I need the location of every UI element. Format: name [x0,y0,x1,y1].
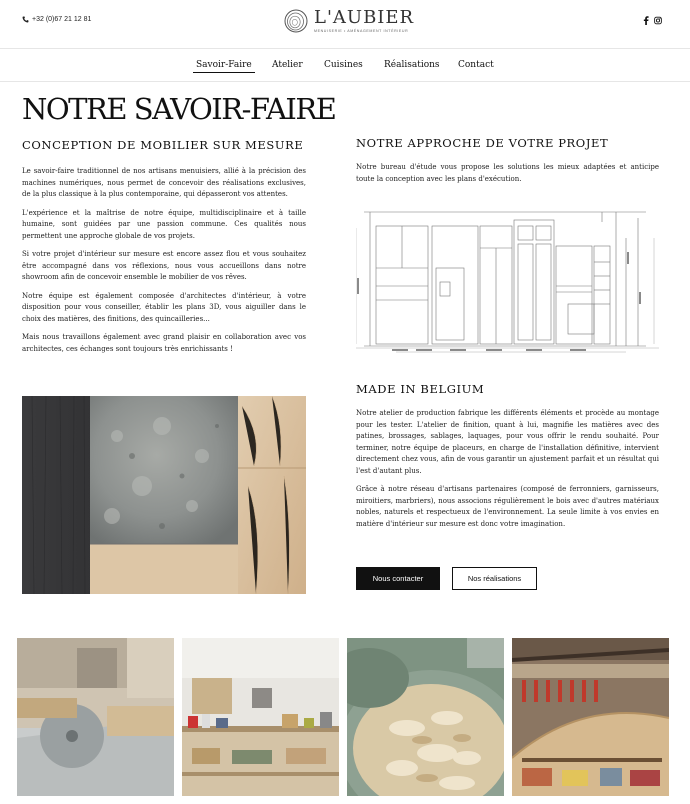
main-nav [0,48,690,82]
realisations-button[interactable]: Nos réalisations [452,567,537,590]
left-paragraph: Le savoir-faire traditionnel de nos artisans menuisiers, allié à la précision des machines numériques, nous permet de concevoir des réalisations exclusives, de la plus classique à la plus contemporaine, qui dépasseront vos attentes. [22,167,306,198]
material-samples-image [22,396,306,594]
left-heading: CONCEPTION DE MOBILIER SUR MESURE [22,138,304,152]
approach-heading: NOTRE APPROCHE DE VOTRE PROJET [356,136,609,150]
facebook-icon[interactable] [642,16,650,25]
workshop-gallery [17,638,669,796]
nav-cuisines[interactable]: Cuisines [324,60,363,70]
nav-atelier[interactable]: Atelier [272,60,303,70]
left-paragraph: Notre équipe est également composée d'architectes d'intérieur, à votre disposition pour vous conseiller, établir les plans 3D, vous aiguiller dans le choix des matières, des finitions, des quincailleries... [22,291,306,323]
top-bar [0,0,690,48]
nav-contact[interactable]: Contact [458,60,494,70]
instagram-icon[interactable] [654,16,662,25]
tree-ring-logo-icon [284,9,308,33]
belgium-heading: MADE IN BELGIUM [356,382,485,396]
phone-icon [22,16,29,23]
left-paragraph: L'expérience et la maîtrise de notre équipe, multidisciplinaire et à taille humaine, sont guidées par une passion commune. Ces qualités nous permettent une approche globale de vos projets. [22,208,306,240]
nav-savoir-faire[interactable]: Savoir-Faire [196,60,252,70]
gallery-photo-workshop[interactable] [182,638,339,796]
approach-text [356,162,659,192]
left-paragraph: Si votre projet d'intérieur sur mesure est encore assez flou et vous souhaitez être accompagné dans vos réflexions, nous vous accueillons dans notre showroom afin de concevoir ensemble le mobilier de vos rêves. [22,250,306,281]
left-text [22,166,306,362]
logo-tagline: MENUISERIE • AMÉNAGEMENT INTÉRIEUR [314,29,409,33]
nav-realisations[interactable]: Réalisations [384,60,440,70]
belgium-text [356,408,659,537]
approach-paragraph: Notre bureau d'étude vous propose les solutions les mieux adaptées et anticipe toute la conception avec les plans d'exécution. [356,163,659,183]
social-links [642,16,662,25]
gallery-photo-clamps[interactable] [512,638,669,796]
belgium-paragraph: Grâce à notre réseau d'artisans partenaires (composé de ferronniers, garnisseurs, miroitiers, marbriers), nous associons régulièrement le bois avec d'autres matériaux nobles, naturels et respectueux de l'environnement. La seule limite à vos envies en matière d'intérieur sur mesure est donc votre imagination. [356,485,659,528]
phone-number[interactable]: +32 (0)67 21 12 81 [32,16,92,23]
execution-plan-drawing [356,208,659,356]
belgium-paragraph: Notre atelier de production fabrique les différents éléments et procède au montage pour les tester. L'atelier de finition, quant à lui, magnifie les matières avec des patines, brossages, sablages, laquages, pour vous offrir le rendu souhaité. Pour terminer, notre équipe de placeurs, en charge de l'installation définitive, intervient directement chez vous, afin de vous garantir un ajustement parfait et un résultat qui l'est d'autant plus. [356,409,659,475]
phone-link[interactable] [22,16,91,23]
gallery-photo-shavings[interactable] [347,638,504,796]
gallery-photo-saw[interactable] [17,638,174,796]
left-paragraph: Mais nous travaillons également avec grand plaisir en collaboration avec vos architectes, ces échanges sont toujours très enrichissants ! [22,333,306,353]
logo-name: L'AUBIER [314,7,415,28]
contact-button[interactable]: Nous contacter [356,567,440,590]
page-title: NOTRE SAVOIR-FAIRE [22,92,336,126]
logo[interactable] [284,8,414,33]
